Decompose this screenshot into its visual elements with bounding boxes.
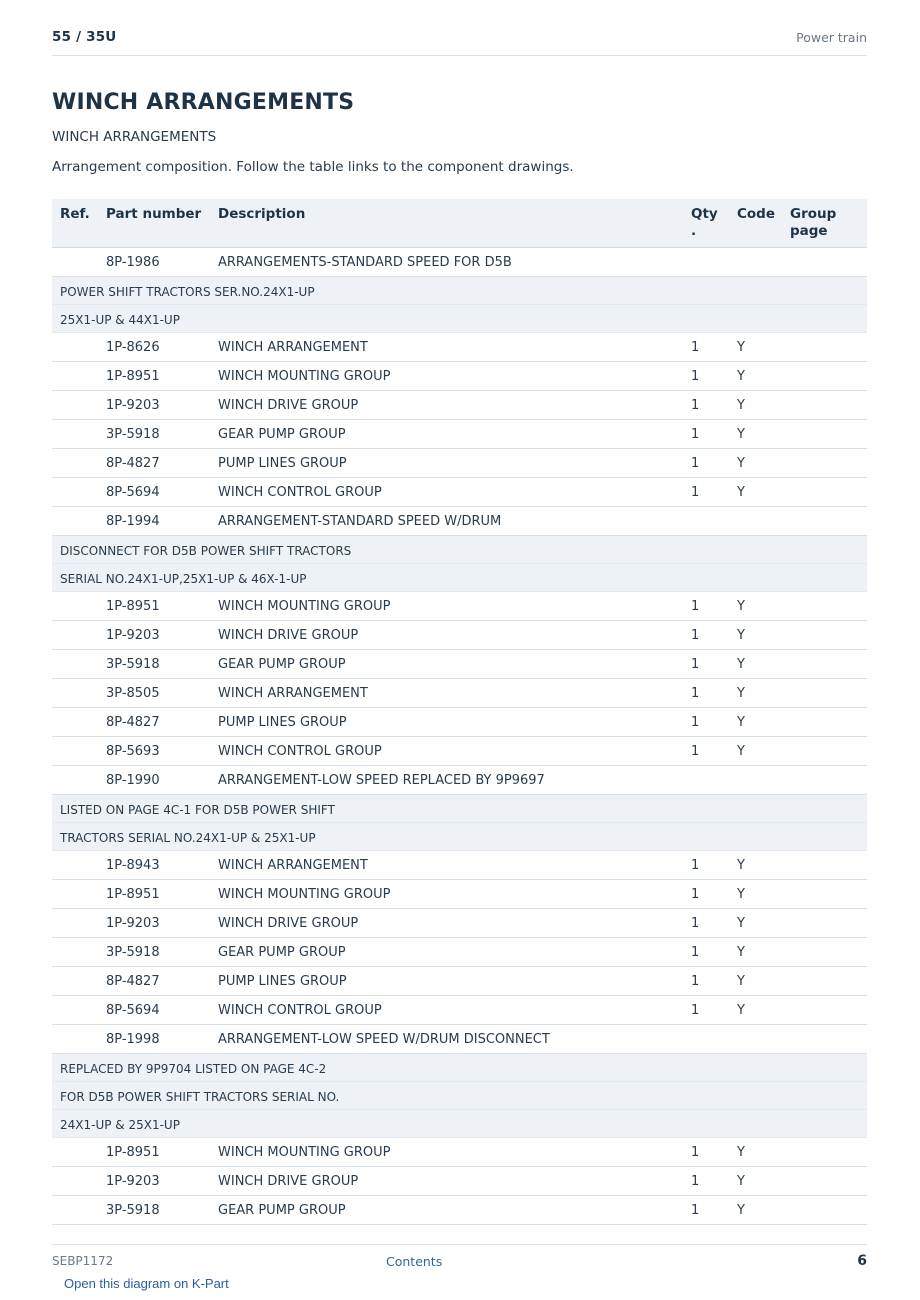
code-cell: Y: [737, 744, 745, 759]
description-cell: WINCH DRIVE GROUP: [218, 398, 359, 413]
table-row[interactable]: [52, 650, 867, 679]
part-number-cell: 1P-9203: [106, 1174, 160, 1189]
table-row[interactable]: [52, 391, 867, 420]
table-row[interactable]: [52, 708, 867, 737]
part-number-cell: 8P-5693: [106, 744, 160, 759]
table-row[interactable]: [52, 362, 867, 391]
description-cell: GEAR PUMP GROUP: [218, 657, 346, 672]
qty-cell: 1: [691, 599, 700, 614]
part-number-cell: 1P-9203: [106, 628, 160, 643]
description-cell: ARRANGEMENT-LOW SPEED REPLACED BY 9P9697: [218, 773, 545, 788]
description-cell: WINCH DRIVE GROUP: [218, 916, 359, 931]
description-cell: WINCH DRIVE GROUP: [218, 628, 359, 643]
table-row[interactable]: [52, 248, 867, 277]
table-note-row: [52, 564, 867, 592]
qty-cell: 1: [691, 715, 700, 730]
part-number-cell: 3P-8505: [106, 686, 160, 701]
description-cell: WINCH ARRANGEMENT: [218, 686, 368, 701]
table-row[interactable]: [52, 1025, 867, 1054]
part-number-cell: 3P-5918: [106, 657, 160, 672]
part-number-cell: 1P-8626: [106, 340, 160, 355]
part-number-cell: 8P-5694: [106, 485, 160, 500]
code-cell: Y: [737, 628, 745, 643]
qty-cell: 1: [691, 369, 700, 384]
table-note-row: [52, 1110, 867, 1138]
column-header-code: Code: [737, 206, 776, 222]
table-note-row: [52, 1054, 867, 1082]
code-cell: Y: [737, 887, 745, 902]
note-text: TRACTORS SERIAL NO.24X1-UP & 25X1-UP: [60, 831, 316, 845]
code-cell: Y: [737, 657, 745, 672]
code-cell: Y: [737, 974, 745, 989]
contents-link[interactable]: Contents: [386, 1254, 443, 1269]
table-header: [52, 199, 867, 248]
qty-cell: 1: [691, 456, 700, 471]
code-cell: Y: [737, 858, 745, 873]
description-cell: ARRANGEMENT-STANDARD SPEED W/DRUM: [218, 514, 502, 529]
table-note-row: [52, 1082, 867, 1110]
part-number-cell: 8P-5694: [106, 1003, 160, 1018]
description-cell: PUMP LINES GROUP: [218, 974, 347, 989]
qty-cell: 1: [691, 657, 700, 672]
section-name: Power train: [796, 30, 867, 45]
code-cell: Y: [737, 1003, 745, 1018]
part-number-cell: 8P-4827: [106, 715, 160, 730]
table-row[interactable]: [52, 1167, 867, 1196]
part-number-cell: 1P-8951: [106, 369, 160, 384]
table-row[interactable]: [52, 909, 867, 938]
table-row[interactable]: [52, 478, 867, 507]
note-text: SERIAL NO.24X1-UP,25X1-UP & 46X-1-UP: [60, 572, 307, 586]
qty-cell: 1: [691, 398, 700, 413]
description-cell: WINCH ARRANGEMENT: [218, 858, 368, 873]
note-text: FOR D5B POWER SHIFT TRACTORS SERIAL NO.: [60, 1090, 340, 1104]
table-body: [52, 248, 867, 1225]
part-number-cell: 1P-8951: [106, 1145, 160, 1160]
footer-doc-code: SEBP1172: [52, 1254, 114, 1268]
description-cell: ARRANGEMENT-LOW SPEED W/DRUM DISCONNECT: [218, 1032, 550, 1047]
note-text: 25X1-UP & 44X1-UP: [60, 313, 180, 327]
note-text: LISTED ON PAGE 4C-1 FOR D5B POWER SHIFT: [60, 803, 335, 817]
code-cell: Y: [737, 715, 745, 730]
qty-cell: 1: [691, 427, 700, 442]
note-text: POWER SHIFT TRACTORS SER.NO.24X1-UP: [60, 285, 315, 299]
qty-cell: 1: [691, 916, 700, 931]
page-subtitle: WINCH ARRANGEMENTS: [52, 129, 217, 145]
table-row[interactable]: [52, 1138, 867, 1167]
kpart-link[interactable]: Open this diagram on K-Part: [64, 1276, 229, 1291]
qty-cell: 1: [691, 686, 700, 701]
description-cell: PUMP LINES GROUP: [218, 715, 347, 730]
table-row[interactable]: [52, 679, 867, 708]
description-cell: GEAR PUMP GROUP: [218, 945, 346, 960]
qty-cell: 1: [691, 1003, 700, 1018]
table-row[interactable]: [52, 766, 867, 795]
table-row[interactable]: [52, 621, 867, 650]
description-cell: GEAR PUMP GROUP: [218, 427, 346, 442]
code-cell: Y: [737, 340, 745, 355]
table-row[interactable]: [52, 851, 867, 880]
part-number-cell: 8P-4827: [106, 456, 160, 471]
code-cell: Y: [737, 398, 745, 413]
table-row[interactable]: [52, 449, 867, 478]
code-cell: Y: [737, 1145, 745, 1160]
qty-cell: 1: [691, 485, 700, 500]
description-cell: WINCH CONTROL GROUP: [218, 744, 382, 759]
table-row[interactable]: [52, 737, 867, 766]
description-cell: WINCH CONTROL GROUP: [218, 1003, 382, 1018]
qty-cell: 1: [691, 945, 700, 960]
column-header-qty: Qty .: [691, 206, 718, 239]
table-row[interactable]: [52, 1196, 867, 1225]
table-row[interactable]: [52, 967, 867, 996]
part-number-cell: 8P-1986: [106, 255, 160, 270]
description-cell: WINCH MOUNTING GROUP: [218, 1145, 391, 1160]
page-header: [52, 29, 867, 56]
page-title: WINCH ARRANGEMENTS: [52, 90, 355, 115]
parts-table: [52, 199, 867, 1225]
description-cell: ARRANGEMENTS-STANDARD SPEED FOR D5B: [218, 255, 512, 270]
table-note-row: [52, 277, 867, 305]
description-cell: GEAR PUMP GROUP: [218, 1203, 346, 1218]
qty-cell: 1: [691, 887, 700, 902]
qty-cell: 1: [691, 974, 700, 989]
table-row[interactable]: [52, 333, 867, 362]
table-row[interactable]: [52, 880, 867, 909]
qty-cell: 1: [691, 744, 700, 759]
table-note-row: [52, 536, 867, 564]
code-cell: Y: [737, 1203, 745, 1218]
part-number-cell: 1P-8943: [106, 858, 160, 873]
code-cell: Y: [737, 599, 745, 614]
qty-cell: 1: [691, 1174, 700, 1189]
qty-cell: 1: [691, 340, 700, 355]
description-cell: WINCH MOUNTING GROUP: [218, 887, 391, 902]
column-header-description: Description: [218, 206, 306, 222]
table-note-row: [52, 823, 867, 851]
note-text: 24X1-UP & 25X1-UP: [60, 1118, 180, 1132]
table-note-row: [52, 795, 867, 823]
code-cell: Y: [737, 485, 745, 500]
part-number-cell: 1P-9203: [106, 398, 160, 413]
description-cell: WINCH MOUNTING GROUP: [218, 369, 391, 384]
description-cell: WINCH CONTROL GROUP: [218, 485, 382, 500]
code-cell: Y: [737, 945, 745, 960]
description-cell: WINCH MOUNTING GROUP: [218, 599, 391, 614]
table-row[interactable]: [52, 938, 867, 967]
code-cell: Y: [737, 427, 745, 442]
part-number-cell: 1P-8951: [106, 599, 160, 614]
page-footer: [52, 1244, 867, 1274]
table-row[interactable]: [52, 592, 867, 621]
description-cell: WINCH DRIVE GROUP: [218, 1174, 359, 1189]
code-cell: Y: [737, 369, 745, 384]
table-note-row: [52, 305, 867, 333]
page-number: 6: [857, 1253, 867, 1269]
part-number-cell: 3P-5918: [106, 427, 160, 442]
qty-cell: 1: [691, 1145, 700, 1160]
qty-cell: 1: [691, 858, 700, 873]
description-cell: PUMP LINES GROUP: [218, 456, 347, 471]
code-cell: Y: [737, 686, 745, 701]
part-number-cell: 8P-4827: [106, 974, 160, 989]
part-number-cell: 1P-9203: [106, 916, 160, 931]
intro-text: Arrangement composition. Follow the table links to the component drawings.: [52, 159, 574, 175]
description-cell: WINCH ARRANGEMENT: [218, 340, 368, 355]
table-row[interactable]: [52, 420, 867, 449]
part-number-cell: 8P-1990: [106, 773, 160, 788]
note-text: REPLACED BY 9P9704 LISTED ON PAGE 4C-2: [60, 1062, 327, 1076]
code-cell: Y: [737, 456, 745, 471]
table-row[interactable]: [52, 507, 867, 536]
column-header-part-number: Part number: [106, 206, 202, 222]
code-cell: Y: [737, 1174, 745, 1189]
code-cell: Y: [737, 916, 745, 931]
qty-cell: 1: [691, 628, 700, 643]
column-header-ref: Ref.: [60, 206, 90, 222]
part-number-cell: 3P-5918: [106, 945, 160, 960]
qty-cell: 1: [691, 1203, 700, 1218]
part-number-cell: 1P-8951: [106, 887, 160, 902]
part-number-cell: 8P-1998: [106, 1032, 160, 1047]
note-text: DISCONNECT FOR D5B POWER SHIFT TRACTORS: [60, 544, 352, 558]
part-number-cell: 3P-5918: [106, 1203, 160, 1218]
part-number-cell: 8P-1994: [106, 514, 160, 529]
document-id: 55 / 35U: [52, 29, 117, 45]
column-header-group-page: Group page: [790, 206, 837, 239]
table-row[interactable]: [52, 996, 867, 1025]
